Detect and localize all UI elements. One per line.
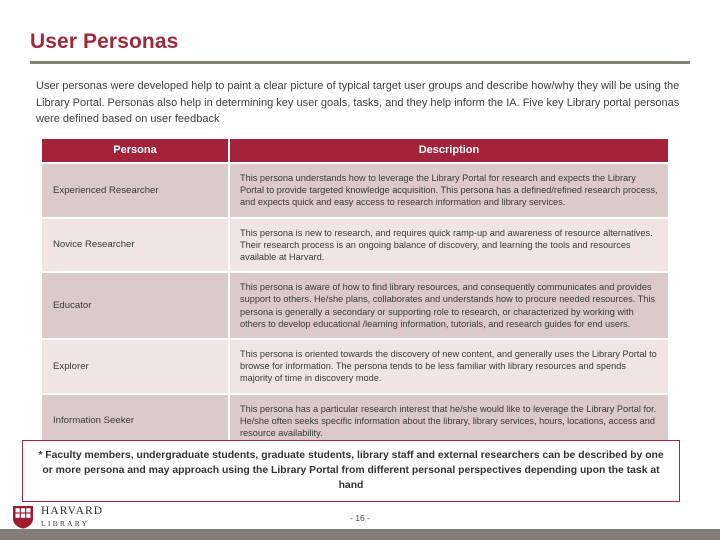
table-row [42, 217, 668, 272]
cell-persona-description: This persona has a particular research interest that he/she would like to leverage the Library Portal for. He/she often seeks specific information about the library, library services, hours, locations, access and resource availability. [230, 395, 668, 448]
cell-persona-name: Experienced Researcher [42, 164, 230, 217]
cell-persona-name: Novice Researcher [42, 219, 230, 272]
title-divider [30, 61, 690, 64]
column-header-persona: Persona [42, 139, 230, 162]
table-row [42, 271, 668, 338]
personas-table [42, 139, 668, 447]
footnote-box: * Faculty members, undergraduate students, graduate students, library staff and external researchers can be described by one or more persona and may approach using the Library Portal from different personal perspectives depending upon the task at hand [22, 440, 680, 502]
column-header-description: Description [230, 139, 668, 162]
table-row [42, 162, 668, 217]
cell-persona-description: This persona understands how to leverage the Library Portal for research and expects the Library Portal to provide targeted knowledge acquisition. This persona has a defined/refined research process, and expects quick and easy access to research information and library services. [230, 164, 668, 217]
page-title: User Personas [30, 30, 179, 53]
page-number: - 16 - [349, 513, 371, 523]
cell-persona-name: Information Seeker [42, 395, 230, 448]
cell-persona-description: This persona is oriented towards the discovery of new content, and generally uses the Library Portal to browse for information. The persona tends to be less familiar with library resources and spends majority of time in discovery mode. [230, 340, 668, 393]
cell-persona-description: This persona is new to research, and requires quick ramp-up and awareness of resource alternatives. Their research process is an ongoing balance of discovery, and learning the tools and resources available at Harvard. [230, 219, 668, 272]
logo-library-text: LIBRARY [41, 518, 90, 528]
cell-persona-description: This persona is aware of how to find library resources, and consequently communicates and provides support to others. He/she plans, collaborates and understands how to procure needed resources. This persona is generally a secondary or supporting role to research, or characterized by working with others to develop educational /learning information, tutorials, and research guides for end users. [230, 273, 668, 338]
cell-persona-name: Educator [42, 273, 230, 338]
bottom-accent-bar [0, 529, 720, 540]
table-row [42, 338, 668, 393]
intro-paragraph: User personas were developed help to paint a clear picture of typical target user groups and describe how/why they will be using the Library Portal. Personas also help in determining key user goals, tasks, and they help inform the IA. Five key Library portal personas were defined based on user feedback [36, 80, 680, 125]
cell-persona-name: Explorer [42, 340, 230, 393]
logo-harvard-text: HARVARD [41, 505, 104, 518]
table-header-row [42, 139, 668, 162]
